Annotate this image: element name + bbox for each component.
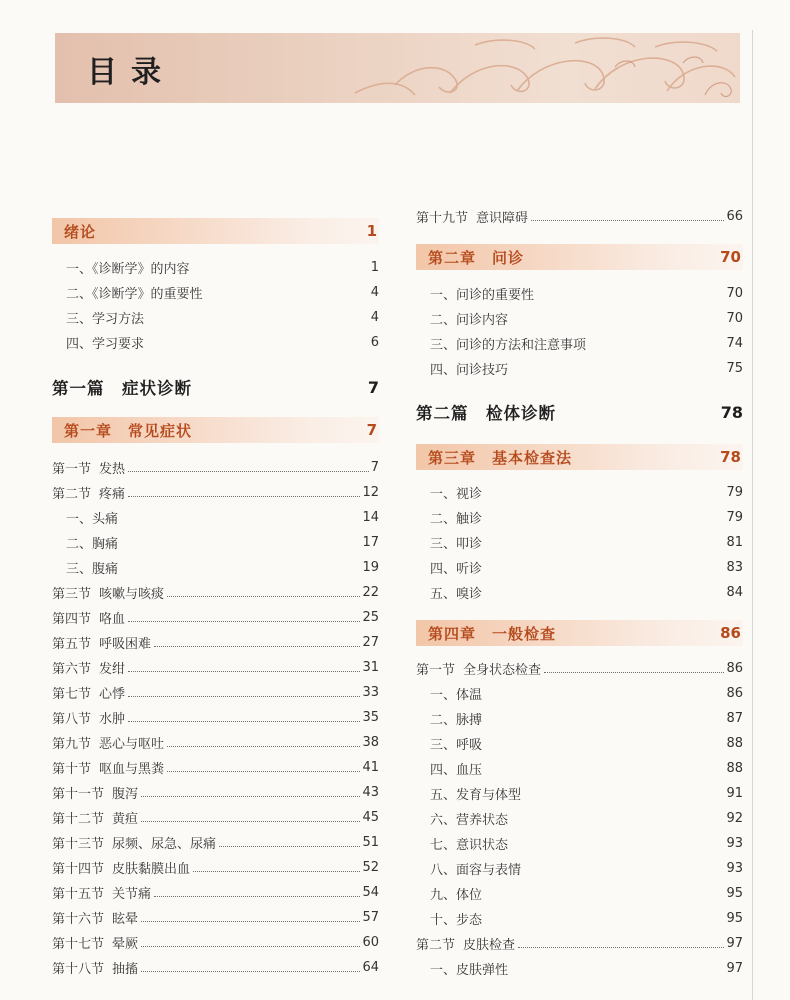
- subsection-entry[interactable]: [416, 732, 743, 754]
- subsection-entry[interactable]: [52, 256, 379, 278]
- subsection-title: 二、脉搏: [430, 712, 483, 728]
- chapter-title: 第三章 基本检查法: [428, 448, 573, 467]
- leader-dots: [141, 820, 360, 822]
- section-label: [52, 583, 164, 602]
- part-page-number: 78: [720, 402, 743, 422]
- section-entry[interactable]: [416, 205, 743, 227]
- subsection-title: 八、面容与表情: [430, 862, 522, 878]
- section-entry[interactable]: [52, 931, 379, 953]
- section-title: 眩晕: [112, 911, 139, 927]
- section-entry[interactable]: [52, 706, 379, 728]
- subsection-entry[interactable]: [416, 882, 743, 904]
- part-title: 第一篇 症状诊断: [52, 379, 192, 398]
- section-label: [52, 783, 138, 802]
- subsection-page-number: 88: [726, 760, 743, 776]
- section-page-number: 60: [362, 934, 379, 950]
- subsection-page-number: 93: [726, 835, 743, 851]
- section-number: 第十七节: [52, 936, 105, 952]
- leader-dots: [128, 695, 360, 697]
- subsection-page-number: 74: [726, 335, 743, 351]
- leader-dots: [219, 845, 360, 847]
- subsection-title: 一、《诊断学》的内容: [66, 261, 190, 277]
- section-page-number: 31: [362, 659, 379, 675]
- subsection-title: 一、体温: [430, 687, 483, 703]
- subsection-entry[interactable]: [416, 757, 743, 779]
- section-number: 第十三节: [52, 836, 105, 852]
- subsection-entry[interactable]: [416, 782, 743, 804]
- chapter-heading[interactable]: [52, 218, 379, 244]
- section-page-number: 38: [362, 734, 379, 750]
- section-label: [52, 683, 125, 702]
- subsection-entry[interactable]: [52, 306, 379, 328]
- subsection-title: 五、发育与体型: [430, 787, 522, 803]
- section-page-number: 52: [362, 859, 379, 875]
- leader-dots: [154, 895, 360, 897]
- section-entry[interactable]: [52, 881, 379, 903]
- header-banner: [55, 33, 740, 103]
- subsection-entry[interactable]: [416, 556, 743, 578]
- subsection-entry[interactable]: [416, 807, 743, 829]
- subsection-entry[interactable]: [416, 531, 743, 553]
- subsection-title: 四、听诊: [430, 561, 483, 577]
- chapter-heading[interactable]: [52, 417, 379, 443]
- section-number: 第四节: [52, 611, 92, 627]
- section-title: 心悸: [99, 686, 126, 702]
- section-entry[interactable]: [52, 956, 379, 978]
- subsection-page-number: 79: [726, 484, 743, 500]
- chapter-page-number: 70: [720, 248, 741, 266]
- subsection-page-number: 86: [726, 685, 743, 701]
- section-title: 意识障碍: [476, 210, 529, 226]
- leader-dots: [167, 770, 360, 772]
- section-label: [416, 659, 541, 678]
- subsection-title: 四、学习要求: [66, 336, 145, 352]
- subsection-entry[interactable]: [416, 832, 743, 854]
- chapter-page-number: 7: [366, 421, 377, 439]
- section-number: 第十八节: [52, 961, 105, 977]
- subsection-page-number: 81: [726, 534, 743, 550]
- leader-dots: [128, 620, 360, 622]
- chapter-heading[interactable]: [416, 244, 743, 270]
- section-label: [52, 858, 190, 877]
- subsection-entry[interactable]: [416, 332, 743, 354]
- section-page-number: 54: [362, 884, 379, 900]
- section-number: 第六节: [52, 661, 92, 677]
- subsection-entry[interactable]: [416, 481, 743, 503]
- subsection-page-number: 95: [726, 910, 743, 926]
- section-label: [52, 758, 164, 777]
- section-title: 发绀: [99, 661, 126, 677]
- section-title: 晕厥: [112, 936, 139, 952]
- subsection-title: 十、步态: [430, 912, 483, 928]
- leader-dots: [167, 595, 360, 597]
- section-title: 疼痛: [99, 486, 126, 502]
- subsection-page-number: 70: [726, 310, 743, 326]
- subsection-page-number: 4: [370, 309, 379, 325]
- section-number: 第一节: [52, 461, 92, 477]
- section-page-number: 57: [362, 909, 379, 925]
- section-number: 第八节: [52, 711, 92, 727]
- subsection-title: 四、血压: [430, 762, 483, 778]
- section-label: [52, 658, 125, 677]
- subsection-entry[interactable]: [52, 556, 379, 578]
- leader-dots: [154, 645, 360, 647]
- section-page-number: 35: [362, 709, 379, 725]
- subsection-title: 一、头痛: [66, 511, 119, 527]
- section-title: 皮肤黏膜出血: [112, 861, 191, 877]
- section-page-number: 25: [362, 609, 379, 625]
- section-entry[interactable]: [52, 481, 379, 503]
- subsection-page-number: 14: [362, 509, 379, 525]
- leader-dots: [128, 470, 369, 472]
- part-page-number: 7: [367, 377, 379, 397]
- section-page-number: 22: [362, 584, 379, 600]
- section-title: 咯血: [99, 611, 126, 627]
- section-page-number: 41: [362, 759, 379, 775]
- leader-dots: [141, 920, 360, 922]
- section-title: 尿频、尿急、尿痛: [112, 836, 217, 852]
- section-title: 发热: [99, 461, 126, 477]
- section-entry[interactable]: [52, 781, 379, 803]
- subsection-title: 三、问诊的方法和注意事项: [430, 337, 587, 353]
- subsection-entry[interactable]: [52, 506, 379, 528]
- section-label: [52, 933, 138, 952]
- section-page-number: 86: [726, 660, 743, 676]
- subsection-entry[interactable]: [416, 682, 743, 704]
- section-label: [52, 733, 164, 752]
- leader-dots: [128, 720, 360, 722]
- subsection-title: 三、叩诊: [430, 536, 483, 552]
- part-heading[interactable]: [416, 398, 743, 426]
- section-page-number: 33: [362, 684, 379, 700]
- subsection-entry[interactable]: [52, 281, 379, 303]
- subsection-entry[interactable]: [416, 282, 743, 304]
- chapter-title: 第四章 一般检查: [428, 624, 557, 643]
- section-page-number: 66: [726, 208, 743, 224]
- subsection-page-number: 1: [370, 259, 379, 275]
- section-entry[interactable]: [52, 456, 379, 478]
- leader-dots: [128, 495, 360, 497]
- section-title: 黄疸: [112, 811, 139, 827]
- section-entry[interactable]: [52, 756, 379, 778]
- leader-dots: [518, 946, 724, 948]
- section-title: 恶心与呕吐: [99, 736, 165, 752]
- section-entry[interactable]: [52, 631, 379, 653]
- section-entry[interactable]: [52, 581, 379, 603]
- section-entry[interactable]: [52, 681, 379, 703]
- section-entry[interactable]: [416, 932, 743, 954]
- section-number: 第十二节: [52, 811, 105, 827]
- chapter-page-number: 1: [366, 222, 377, 240]
- subsection-page-number: 79: [726, 509, 743, 525]
- part-title: 第二篇 检体诊断: [416, 404, 556, 423]
- section-title: 呕血与黑粪: [99, 761, 165, 777]
- leader-dots: [193, 870, 360, 872]
- section-label: [52, 833, 216, 852]
- section-number: 第七节: [52, 686, 92, 702]
- subsection-page-number: 4: [370, 284, 379, 300]
- section-label: [52, 608, 125, 627]
- section-label: [416, 934, 515, 953]
- subsection-entry[interactable]: [416, 506, 743, 528]
- section-page-number: 7: [370, 459, 379, 475]
- subsection-entry[interactable]: [416, 957, 743, 979]
- section-page-number: 12: [362, 484, 379, 500]
- subsection-page-number: 97: [726, 960, 743, 976]
- subsection-entry[interactable]: [416, 857, 743, 879]
- section-title: 水肿: [99, 711, 126, 727]
- subsection-entry[interactable]: [52, 531, 379, 553]
- subsection-entry[interactable]: [416, 581, 743, 603]
- section-label: [52, 483, 125, 502]
- subsection-title: 六、营养状态: [430, 812, 509, 828]
- section-number: 第十一节: [52, 786, 105, 802]
- subsection-page-number: 17: [362, 534, 379, 550]
- subsection-title: 一、问诊的重要性: [430, 287, 535, 303]
- section-title: 咳嗽与咳痰: [99, 586, 165, 602]
- subsection-title: 二、问诊内容: [430, 312, 509, 328]
- subsection-title: 四、问诊技巧: [430, 362, 509, 378]
- section-entry[interactable]: [52, 806, 379, 828]
- section-number: 第十六节: [52, 911, 105, 927]
- section-entry[interactable]: [52, 831, 379, 853]
- leader-dots: [141, 970, 360, 972]
- subsection-page-number: 92: [726, 810, 743, 826]
- chapter-title: 第一章 常见症状: [64, 421, 193, 440]
- section-entry[interactable]: [52, 606, 379, 628]
- section-entry[interactable]: [52, 731, 379, 753]
- section-number: 第二节: [416, 937, 456, 953]
- section-title: 抽搐: [112, 961, 139, 977]
- subsection-title: 一、皮肤弹性: [430, 962, 509, 978]
- leader-dots: [141, 945, 360, 947]
- subsection-page-number: 88: [726, 735, 743, 751]
- subsection-entry[interactable]: [416, 357, 743, 379]
- leader-dots: [544, 671, 724, 673]
- subsection-page-number: 95: [726, 885, 743, 901]
- section-entry[interactable]: [52, 656, 379, 678]
- leader-dots: [531, 219, 724, 221]
- section-page-number: 27: [362, 634, 379, 650]
- subsection-title: 二、胸痛: [66, 536, 119, 552]
- section-label: [52, 808, 138, 827]
- section-number: 第三节: [52, 586, 92, 602]
- subsection-entry[interactable]: [416, 307, 743, 329]
- subsection-page-number: 19: [362, 559, 379, 575]
- chapter-title: 第二章 问诊: [428, 248, 525, 267]
- subsection-entry[interactable]: [416, 707, 743, 729]
- section-title: 呼吸困难: [99, 636, 152, 652]
- section-label: [52, 708, 125, 727]
- section-number: 第十五节: [52, 886, 105, 902]
- subsection-page-number: 70: [726, 285, 743, 301]
- section-number: 第十四节: [52, 861, 105, 877]
- section-title: 关节痛: [112, 886, 152, 902]
- subsection-title: 三、腹痛: [66, 561, 119, 577]
- page-edge-line: [752, 30, 753, 1000]
- subsection-title: 九、体位: [430, 887, 483, 903]
- section-number: 第十节: [52, 761, 92, 777]
- section-entry[interactable]: [416, 657, 743, 679]
- subsection-title: 二、《诊断学》的重要性: [66, 286, 203, 302]
- leader-dots: [128, 670, 360, 672]
- section-title: 皮肤检查: [463, 937, 516, 953]
- leader-dots: [141, 795, 360, 797]
- subsection-title: 一、视诊: [430, 486, 483, 502]
- section-label: [52, 883, 151, 902]
- subsection-title: 二、触诊: [430, 511, 483, 527]
- subsection-title: 七、意识状态: [430, 837, 509, 853]
- subsection-title: 三、呼吸: [430, 737, 483, 753]
- subsection-page-number: 84: [726, 584, 743, 600]
- section-page-number: 64: [362, 959, 379, 975]
- subsection-page-number: 87: [726, 710, 743, 726]
- subsection-page-number: 75: [726, 360, 743, 376]
- section-page-number: 43: [362, 784, 379, 800]
- section-label: [52, 908, 138, 927]
- subsection-title: 三、学习方法: [66, 311, 145, 327]
- section-entry[interactable]: [52, 906, 379, 928]
- section-entry[interactable]: [52, 856, 379, 878]
- section-label: [52, 633, 151, 652]
- subsection-page-number: 83: [726, 559, 743, 575]
- section-number: 第一节: [416, 662, 456, 678]
- subsection-page-number: 6: [370, 334, 379, 350]
- leader-dots: [167, 745, 360, 747]
- section-number: 第九节: [52, 736, 92, 752]
- subsection-entry[interactable]: [416, 907, 743, 929]
- section-title: 全身状态检查: [463, 662, 542, 678]
- subsection-title: 五、嗅诊: [430, 586, 483, 602]
- section-label: [52, 458, 125, 477]
- chapter-page-number: 78: [720, 448, 741, 466]
- section-number: 第五节: [52, 636, 92, 652]
- subsection-page-number: 91: [726, 785, 743, 801]
- section-title: 腹泻: [112, 786, 139, 802]
- section-page-number: 51: [362, 834, 379, 850]
- section-number: 第二节: [52, 486, 92, 502]
- section-label: [52, 958, 138, 977]
- section-page-number: 97: [726, 935, 743, 951]
- chapter-title: 绪论: [64, 222, 97, 241]
- chapter-heading[interactable]: [416, 620, 743, 646]
- subsection-page-number: 93: [726, 860, 743, 876]
- part-heading[interactable]: [52, 373, 379, 401]
- subsection-entry[interactable]: [52, 331, 379, 353]
- section-page-number: 45: [362, 809, 379, 825]
- chapter-heading[interactable]: [416, 444, 743, 470]
- chapter-page-number: 86: [720, 624, 741, 642]
- section-label: [416, 207, 528, 226]
- page-title: 目录: [87, 55, 175, 90]
- section-number: 第十九节: [416, 210, 469, 226]
